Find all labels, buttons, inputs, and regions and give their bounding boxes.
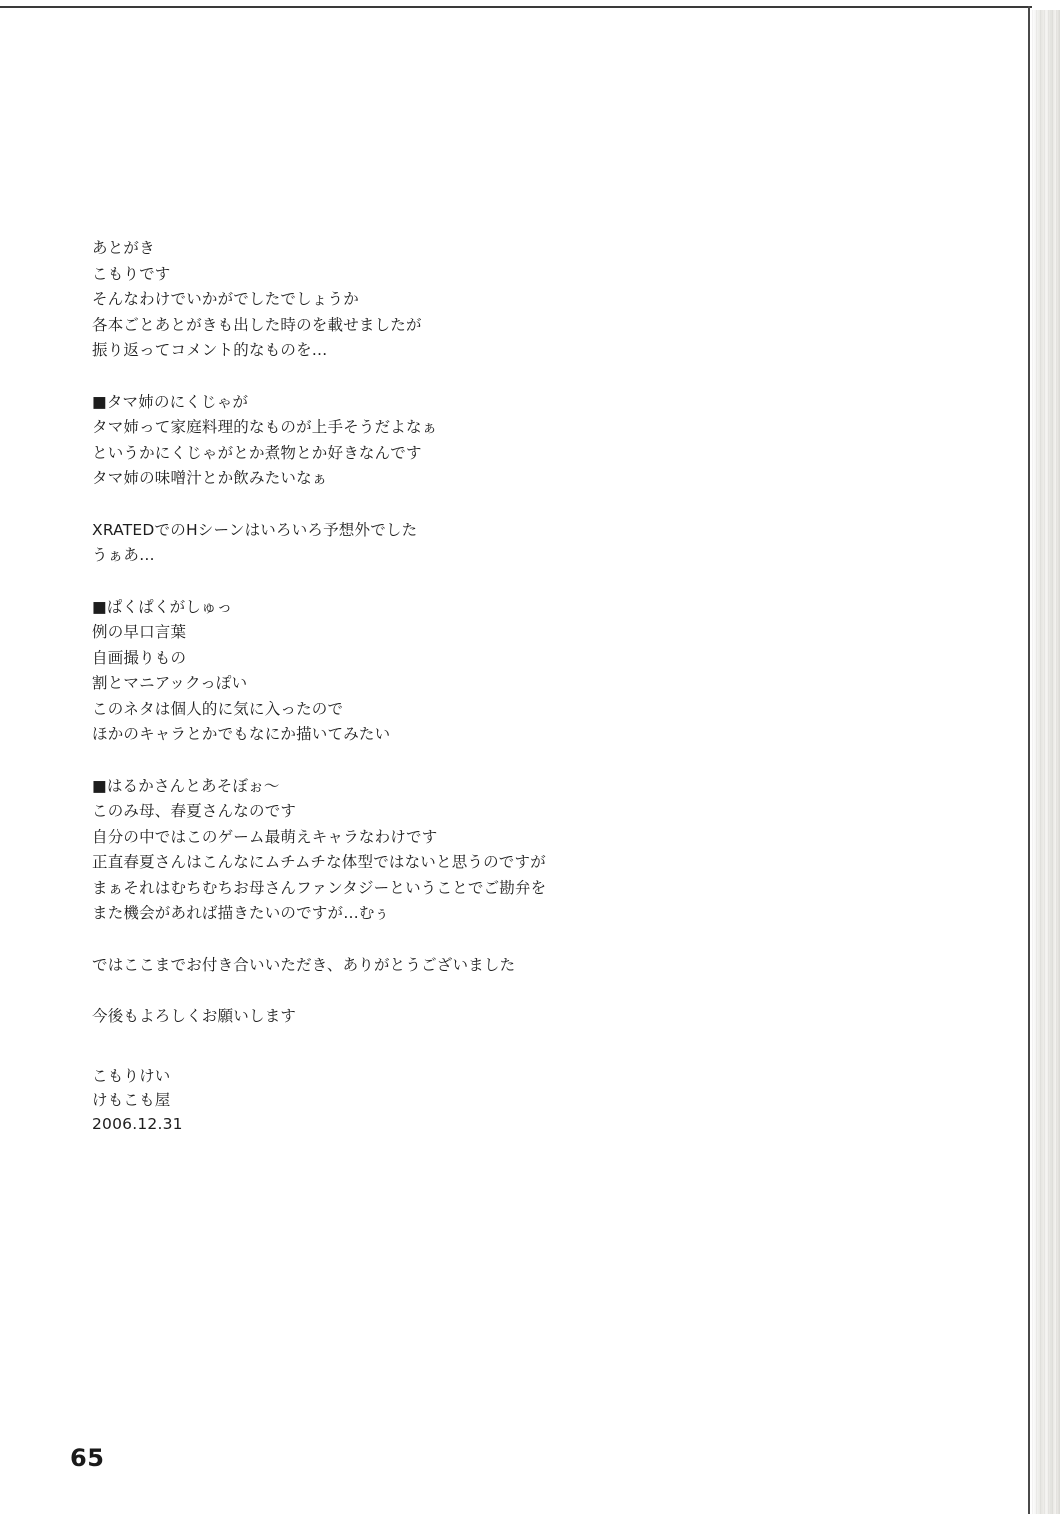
text-line: また機会があれば描きたいのですが…むぅ xyxy=(92,904,390,922)
section-xrated-note xyxy=(92,518,792,569)
paper-edge-strip xyxy=(1032,8,1060,1514)
signature-block xyxy=(92,1064,792,1136)
text-line: 正直春夏さんはこんなにムチムチな体型ではないと思うのですが xyxy=(92,853,546,871)
section-pakupaku xyxy=(92,595,792,748)
text-line: 各本ごとあとがきも出した時のを載せましたが xyxy=(92,315,422,334)
scan-border-right xyxy=(1028,6,1030,1514)
signature-date: 2006.12.31 xyxy=(92,1114,183,1133)
section-heading: ■ぱくぱくがしゅっ xyxy=(92,597,233,616)
text-line: 割とマニアックっぽい xyxy=(92,674,248,692)
section-tamanee-nikujaga xyxy=(92,390,792,492)
text-line: タマ姉って家庭料理的なものが上手そうだよなぁ xyxy=(92,418,438,436)
afterword-intro xyxy=(92,236,792,364)
text-line: XRATEDでのHシーンはいろいろ予想外でした xyxy=(92,520,418,539)
closing-thanks xyxy=(92,953,792,979)
signature-author: こもりけい xyxy=(92,1066,171,1085)
text-line: 今後もよろしくお願いします xyxy=(92,1007,297,1025)
text-line: ほかのキャラとかでもなにか描いてみたい xyxy=(92,725,391,743)
text-line: そんなわけでいかがでしたでしょうか xyxy=(92,290,359,308)
text-line: 自画撮りもの xyxy=(92,648,187,667)
text-line: まぁそれはむちむちお母さんファンタジーということでご勘弁を xyxy=(92,878,547,897)
text-line: こもりです xyxy=(92,264,171,283)
section-haruka xyxy=(92,774,792,927)
text-line: このネタは個人的に気に入ったので xyxy=(92,699,344,718)
text-line: というかにくじゃがとか煮物とか好きなんです xyxy=(92,443,422,462)
text-line: ではここまでお付き合いいただき、ありがとうございました xyxy=(92,955,516,974)
text-line: このみ母、春夏さんなのです xyxy=(92,802,297,820)
text-line: 例の早口言葉 xyxy=(92,623,187,641)
section-heading: ■はるかさんとあそぼぉ〜 xyxy=(92,776,280,795)
section-heading: ■タマ姉のにくじゃが xyxy=(92,392,249,411)
text-line: 振り返ってコメント的なものを… xyxy=(92,341,328,359)
signature-circle: けもこも屋 xyxy=(92,1090,171,1109)
text-line: 自分の中ではこのゲーム最萌えキャラなわけです xyxy=(92,827,438,846)
closing-regards xyxy=(92,1004,792,1030)
page-number: 65 xyxy=(70,1444,105,1472)
afterword-text-body xyxy=(92,236,792,1136)
scan-border-top xyxy=(0,6,1060,8)
text-line: タマ姉の味噌汁とか飲みたいなぁ xyxy=(92,469,328,487)
paper-edge-top-mask xyxy=(1032,0,1060,10)
text-line: うぁあ… xyxy=(92,546,155,564)
text-line: あとがき xyxy=(92,239,155,257)
